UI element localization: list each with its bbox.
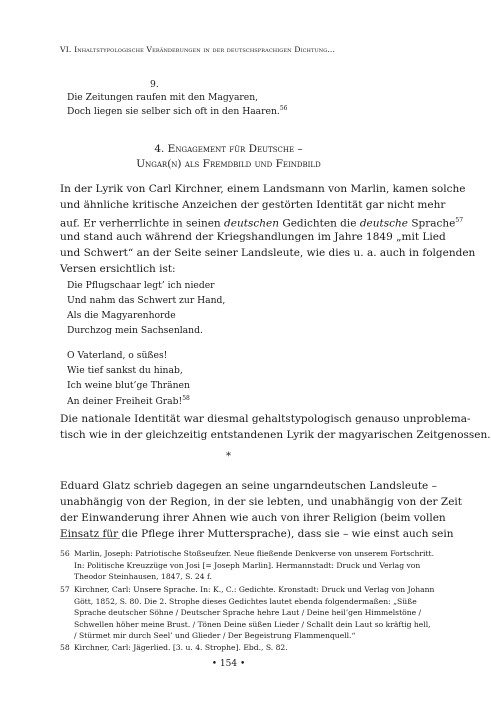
poem-line: Wie tief sankst du hinab,: [67, 365, 183, 376]
running-head: VI. Inhaltstypologische Veränderungen in der deutschsprachigen Dichtung...: [60, 45, 336, 54]
text-line: Die nationale Identität war diesmal gehaltstypologisch genauso unproblema-: [60, 413, 471, 425]
text-line: der Einwanderung ihrer Ahnen wie auch von ihrer Religion (beim vollen: [60, 512, 446, 524]
poem-line: Die Pflugschaar legt’ ich nieder: [67, 280, 215, 291]
text-line: und ähnliche kritische Anzeichen der gestörten Identität gar nicht mehr: [60, 199, 446, 211]
footnote-divider: [60, 538, 120, 539]
poem-line: Als die Magyarenhorde: [67, 310, 176, 321]
footnote-line: Kirchner, Carl: Jägerlied. [3. u. 4. Strophe]. Ebd., S. 82.: [74, 643, 288, 652]
footnote-line: Theodor Steinhausen, 1847, S. 24 f.: [74, 572, 212, 581]
poem-line: Und nahm das Schwert zur Hand,: [67, 295, 226, 306]
text-line: und stand auch während der Kriegshandlungen im Jahre 1849 „mit Lied: [60, 231, 446, 243]
footnote-57: [60, 584, 435, 642]
verse-line: Die Zeitungen raufen mit den Magyaren,: [67, 92, 259, 103]
poem-line: O Vaterland, o süßes!: [67, 350, 168, 361]
poem-line: Durchzog mein Sachsenland.: [67, 325, 203, 336]
footnote-line: In: Politische Kreuzzüge von Josi [= Joseph Marlin]. Hermannstadt: Druck und Verlag von: [74, 560, 421, 570]
text-line: auf. Er verherrlichte in seinen deutschen Gedichten die deutsche Sprache$^{57}$: [60, 217, 464, 230]
text-line: und Schwert“ an der Seite seiner Landsleute, wie dies u. a. auch in folgenden: [60, 247, 476, 259]
verse-number: 9.: [150, 79, 159, 90]
footnote-56: [60, 548, 434, 584]
footnote-number: 56: [60, 549, 70, 558]
footnote-ref: 56: [279, 105, 288, 112]
poem-line: An deiner Freiheit Grab!$^{58}$: [67, 395, 190, 408]
footnote-58: [60, 642, 400, 654]
text-line: In der Lyrik von Carl Kirchner, einem Landsmann von Marlin, kamen solche: [60, 183, 466, 195]
text-line: unabhängig von der Region, in der sie lebten, und unabhängig von der Zeit: [60, 496, 462, 508]
footnote-ref: 58: [182, 395, 190, 402]
text-line: tisch wie in der gleichzeitig entstandenen Lyrik der magyarischen Zeitgenossen.: [60, 429, 491, 441]
footnote-line: Gött, 1852, S. 80. Die 2. Strophe dieses Gedichtes lautet ebenda folgendermaßen: „Süße: [74, 596, 417, 606]
footnote-line: / Stürmet mir durch Seel’ und Glieder / Der Begeistrung Flammenquell.“: [74, 631, 356, 640]
footnote-number: 58: [60, 643, 70, 652]
footnote-line: Kirchner, Carl: Unsere Sprache. In: K., C.: Gedichte. Kronstadt: Druck und Verlag von Johann: [74, 585, 435, 594]
paragraph-glatz: [60, 478, 462, 542]
page-number: • 154 •: [211, 659, 246, 669]
footnote-number: 57: [60, 585, 70, 594]
footnote-line: Sprache deutscher Söhne / Deutscher Sprache hehre Laut / Deine heil’gen Himmelstöne /: [74, 608, 422, 617]
verse-line: Doch liegen sie selber sich oft in den Haaren.$^{56}$: [67, 105, 288, 118]
poem-line: Ich weine blut’ge Thränen: [67, 380, 190, 391]
text-line: Versen ersichtlich ist:: [60, 263, 176, 275]
text-line: Eduard Glatz schrieb dagegen an seine ungarndeutschen Landsleute –: [60, 480, 437, 492]
footnote-line: Schwellen höher meine Brust. / Tönen Deine süßen Lieder / Schallt dein Laut so kräftig hell,: [74, 619, 431, 629]
section-heading-line1: 4. Engagement für Deutsche –: [154, 143, 303, 155]
paragraph-identity: [60, 411, 491, 443]
section-separator: *: [226, 451, 231, 462]
footnote-line: Marlin, Joseph: Patriotische Stoßseufzer. Neue fließende Denkverse von unserem Fortschritt.: [74, 549, 434, 558]
paragraph-kirchner: [60, 181, 476, 277]
text-line: Einsatz für die Pflege ihrer Muttersprache), dass sie – wie einst auch sein: [60, 528, 454, 540]
section-heading-line2: Ungar(n) als Fremdbild und Feindbild: [136, 158, 321, 170]
